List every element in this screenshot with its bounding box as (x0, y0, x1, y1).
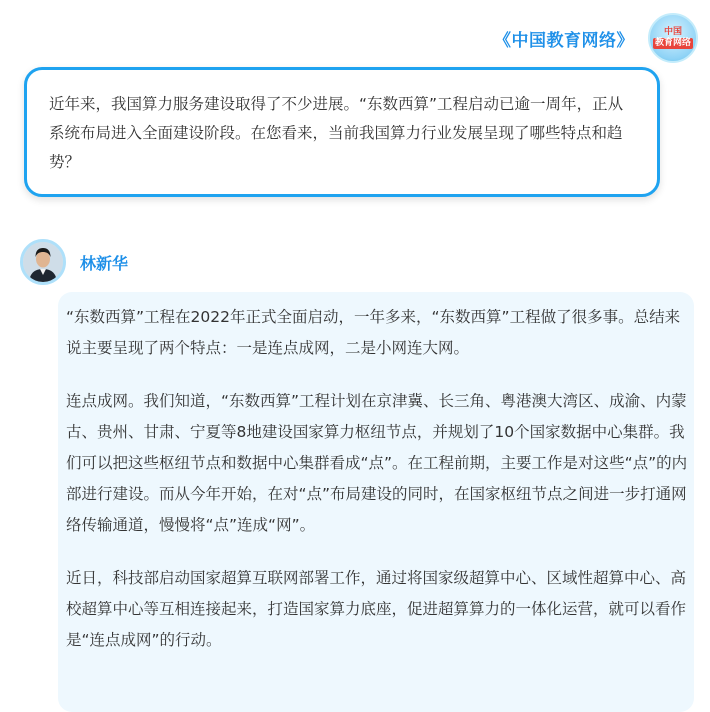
logo-line-2: 教育网络 (654, 38, 691, 48)
avatar-portrait (23, 242, 63, 282)
speaker-header (20, 238, 128, 286)
logo-line-1: 中国 (663, 27, 682, 37)
answer-paragraph-3: 近日，科技部启动国家超算互联网部署工作，通过将国家级超算中心、区域性超算中心、高校超算中心等互相连接起来，打造国家算力底座，促进超算算力的一体化运营，就可以看作是“连点成网”的行动。 (66, 569, 687, 649)
answer-panel (58, 292, 694, 712)
magazine-logo-icon (648, 13, 698, 63)
question-box (24, 67, 660, 197)
source-title: 《中国教育网络》 (494, 30, 634, 51)
speaker-name: 林新华 (80, 253, 129, 273)
source-header (494, 10, 698, 66)
person-avatar-icon (20, 239, 66, 285)
question-text: 近年来，我国算力服务建设取得了不少进展。“东数西算”工程启动已逾一周年，正从系统布局进入全面建设阶段。在您看来，当前我国算力行业发展呈现了哪些特点和趋势？ (49, 95, 624, 171)
answer-paragraph-1: “东数西算”工程在2022年正式全面启动，一年多来，“东数西算”工程做了很多事。总结来说主要呈现了两个特点：一是连点成网，二是小网连大网。 (66, 308, 681, 357)
answer-paragraph-2: 连点成网。我们知道，“东数西算”工程计划在京津冀、长三角、粤港澳大湾区、成渝、内蒙古、贵州、甘肃、宁夏等8地建设国家算力枢纽节点，并规划了10个国家数据中心集群。我们可以把这些枢纽节点和数据中心集群看成“点”。在工程前期，主要工作是对这些“点”的内部进行建设。而从今年开始，在对“点”布局建设的同时，在国家枢纽节点之间进一步打通网络传输通道，慢慢将“点”连成“网”。 (66, 392, 688, 534)
